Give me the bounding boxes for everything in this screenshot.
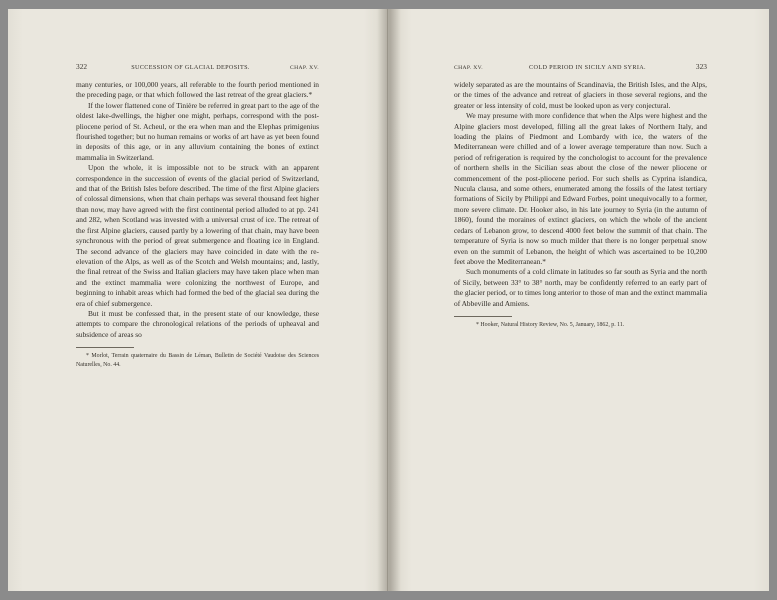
- scan-border-top: [0, 0, 777, 9]
- page-number-left: 322: [76, 62, 88, 71]
- body-text-right: [454, 80, 707, 329]
- scan-border-right: [769, 0, 777, 600]
- page-left-content: [8, 10, 379, 590]
- page-number-right: 323: [695, 62, 707, 71]
- scan-border-bottom: [0, 591, 777, 600]
- footnote-rule: [76, 347, 134, 348]
- page-right-content: [396, 10, 769, 590]
- footnote-right: * Hooker, Natural History Review, No. 5, January, 1862, p. 11.: [476, 321, 625, 328]
- chapter-mark-right: CHAP. XV.: [454, 65, 484, 71]
- paragraph: widely separated as are the mountains of Scandinavia, the British Isles, and the Alps, or the times of the advance and retreat of glaciers in those several regions, and the greater or less intensity of cold, must be looked upon as very conjectural.: [454, 80, 707, 110]
- paragraph: If the lower flattened cone of Tinière be referred in great part to the age of the oldest lake-dwellings, the higher one might, perhaps, correspond with the post-pliocene period of St. Acheul, or the era when man and the Elephas primigenius flourished together; but no human remains or works of art have as yet been found in deposits of this age, or in any alluvium containing the bones of extinct mammalia in Switzerland.: [76, 100, 319, 162]
- running-head-right: [454, 62, 707, 71]
- paragraph: Upon the whole, it is impossible not to be struck with an apparent correspondence in the succession of events of the glacial period of Switzerland, and that of the British Isles before described. The time of the first Alpine glaciers of colossal dimensions, when that chain perhaps was several thousand feet higher than now, may have agreed with the first continental period alluded to at pp. 241 and 282, when Scotland was invested with a universal crust of ice. The retreat of the first Alpine glaciers, caused partly by a lowering of that chain, may have been synchronous with the period of great submergence and floating ice in England. The second advance of the glaciers may have coincided in date with the re-elevation of the Alps, as well as of the Scotch and Welsh mountains; and, lastly, the final retreat of the Swiss and Italian glaciers may have taken place when man and the extinct mammalia were colonizing the northwest of Europe, and beginning to inhabit areas which had formed the bed of the glacial sea during the era of chief submergence.: [76, 163, 319, 308]
- page-right: [388, 0, 777, 600]
- running-title-left: SUCCESSION OF GLACIAL DEPOSITS.: [131, 64, 250, 71]
- chapter-mark-left: CHAP. XV.: [289, 65, 319, 71]
- running-title-right: COLD PERIOD IN SICILY AND SYRIA.: [529, 64, 646, 71]
- page-left: [0, 0, 388, 600]
- paragraph: But it must be confessed that, in the present state of our knowledge, these attempts to compare the chronological relations of the periods of upheaval and subsidence of areas so: [76, 308, 319, 339]
- footnote-left: * Morlot, Terrain quaternaire du Bassin de Léman, Bulletin de Société Vaudoise des Sciences Naturelles, No. 44.: [76, 353, 319, 368]
- body-text-left: [76, 80, 319, 369]
- scan-border-left: [0, 0, 8, 600]
- paragraph: We may presume with more confidence that when the Alps were highest and the Alpine glaciers most developed, filling all the great lakes of Northern Italy, and loading the plains of Piedmont and Lombardy with ice, the waters of the Mediterranean were chilled and of a lower average temperature than now. Such a period of refrigeration is required by the conchologist to account for the prevalence of northern shells in the Sicilian seas about the close of the newer pliocene or commencement of the post-pliocene period. For such shells as Cyprina islandica, Nucula clausa, and some others, enumerated among the fossils of the latest tertiary formations of Sicily by Philippi and Edward Forbes, point unequivocally to a former, more severe climate. Dr. Hooker also, in his late journey to Syria (in the autumn of 1860), found the moraines of extinct glaciers, on which the whole of the ancient cedars of Lebanon grow, to descend 4000 feet below the summit of that chain. The temperature of Syria is now so much milder that there is no longer perpetual snow even on the summit of Lebanon, the height of which was ascertained to be 10,200 feet above the Mediterranean.*: [454, 111, 707, 266]
- running-head-left: [76, 62, 319, 71]
- paragraph: many centuries, or 100,000 years, all referable to the fourth period mentioned in the preceding page, or that which followed the last retreat of the great glaciers.*: [76, 80, 319, 100]
- footnote-rule: [454, 316, 512, 317]
- paragraph: Such monuments of a cold climate in latitudes so far south as Syria and the north of Sicily, between 33° to 38° north, may be confidently referred to an early part of the glacier period, or to times long anterior to those of man and the extinct mammalia of Abbeville and Amiens.: [454, 267, 707, 308]
